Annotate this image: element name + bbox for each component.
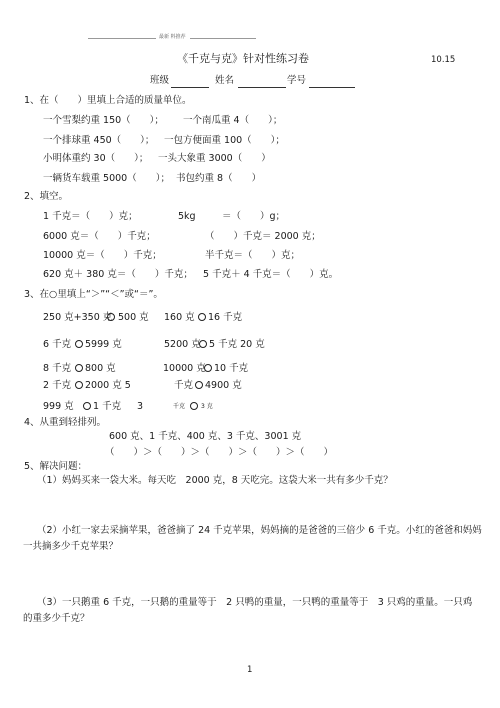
compare-circle[interactable]: [83, 402, 91, 410]
s3-right: 16 千克: [208, 312, 243, 323]
s3-left: 2 千克: [43, 380, 72, 391]
s3-left: 3: [137, 401, 144, 412]
compare-circle[interactable]: [107, 313, 115, 321]
s3-left: 999 克: [43, 401, 74, 412]
s2-item: （ ）千克＝ 2000 克；: [205, 231, 321, 242]
name-label: 姓名: [215, 75, 235, 86]
s3-right: 4900 克: [205, 380, 242, 391]
section1-heading: 1、在（ ）里填上合适的质量单位。: [24, 95, 192, 106]
s1-item: 一个排球重 450（ ）；: [43, 135, 155, 146]
s3-left: 10000 克: [163, 363, 206, 374]
s3-right: 5 千克 20 克: [209, 339, 265, 350]
header-tagline: 最新 料推荐: [159, 34, 186, 40]
header-rule-right: [190, 38, 256, 39]
s4-list: 600 克、1 千克、400 克、3 千克、3001 克: [109, 431, 302, 442]
compare-circle[interactable]: [190, 402, 198, 410]
name-blank[interactable]: [238, 87, 286, 88]
s3-left: 160 克: [164, 312, 195, 323]
s3-right: 1 千克: [93, 401, 122, 412]
class-blank[interactable]: [171, 87, 209, 88]
s3-left: 250 克+350 克: [43, 312, 113, 323]
header-rule-left: [88, 38, 156, 39]
s2-item: 10000 克＝（ ）千克；: [43, 250, 162, 261]
s3-right: 2000 克 5: [85, 380, 131, 391]
s1-item: 一包方便面重 100（ ）；: [164, 135, 285, 146]
s3-right: 5999 克: [85, 339, 122, 350]
section3-heading: 3、在○里填上“＞”“＜”或“＝”。: [24, 289, 163, 300]
s1-item: 小明体重约 30（ ）；: [43, 153, 149, 164]
s3-right: 10 千克: [214, 363, 249, 374]
s1-item: 一辆货车载重 5000（ ）；: [43, 173, 170, 184]
s2-item: 5 千克＋ 4 千克＝（ ）克。: [203, 269, 339, 280]
s3-right: 500 克: [118, 312, 149, 323]
s3-left: 5200 克: [164, 339, 201, 350]
class-label: 班级: [150, 75, 170, 86]
s3-left: 6 千克: [43, 339, 72, 350]
s2-item: ＝（ ）g；: [222, 211, 286, 222]
s1-item: 书包约重 8（ ）: [176, 173, 262, 184]
compare-circle[interactable]: [195, 381, 203, 389]
compare-circle[interactable]: [75, 381, 83, 389]
compare-circle[interactable]: [75, 340, 83, 348]
s2-item: 620 克＋ 380 克＝（ ）千克；: [43, 269, 193, 280]
compare-circle[interactable]: [199, 340, 207, 348]
problem-3: （3）一只鹅重 6 千克，一只鹅的重量等于 2 只鸭的重量，一只鸭的重量等于 3 只鸡的重量。一只鸡: [37, 597, 473, 608]
s2-item: 半千克＝（ ）克；: [205, 250, 301, 261]
section5-heading: 5、解决问题：: [24, 461, 88, 472]
s1-item: 一个南瓜重 4（ ）；: [183, 115, 283, 126]
s1-item: 一个雪梨约重 150（ ）；: [43, 115, 164, 126]
s3-right: 3 克: [201, 403, 213, 410]
number-label: 学号: [287, 75, 307, 86]
problem-1: （1）妈妈买来一袋大米。每天吃 2000 克，8 天吃完。这袋大米一共有多少千克？: [37, 475, 393, 486]
s3-left: 8 千克: [43, 363, 72, 374]
compare-circle[interactable]: [204, 364, 212, 372]
s2-item: 6000 克＝（ ）千克；: [43, 231, 156, 242]
problem-3-cont: 的重多少千克？: [23, 613, 90, 624]
problem-2: （2）小红一家去采摘苹果，爸爸摘了 24 千克苹果，妈妈摘的是爸爸的三倍少 6 千克。小红的爸爸和妈妈: [37, 525, 482, 536]
s2-item: 1 千克＝（ ）克；: [43, 211, 138, 222]
s1-item: 一头大象重 3000（ ）: [158, 153, 271, 164]
number-blank[interactable]: [309, 87, 355, 88]
s3-left-unit: 千克: [173, 403, 186, 410]
compare-circle[interactable]: [198, 313, 206, 321]
problem-2-cont: 一共摘多少千克苹果？: [23, 541, 119, 552]
compare-circle[interactable]: [75, 364, 83, 372]
s3-left: 千克: [174, 380, 194, 391]
page-number: 1: [247, 665, 253, 675]
section4-heading: 4、从重到轻排列。: [24, 417, 107, 428]
date: 10.15: [431, 55, 456, 65]
page-title: 《千克与克》针对性练习卷: [177, 52, 309, 65]
section2-heading: 2、填空。: [24, 191, 69, 202]
s4-order[interactable]: （ ）＞（ ）＞（ ）＞（ ）＞（ ）: [105, 447, 334, 458]
s2-item: 5kg: [178, 211, 196, 222]
s3-right: 800 克: [85, 363, 116, 374]
